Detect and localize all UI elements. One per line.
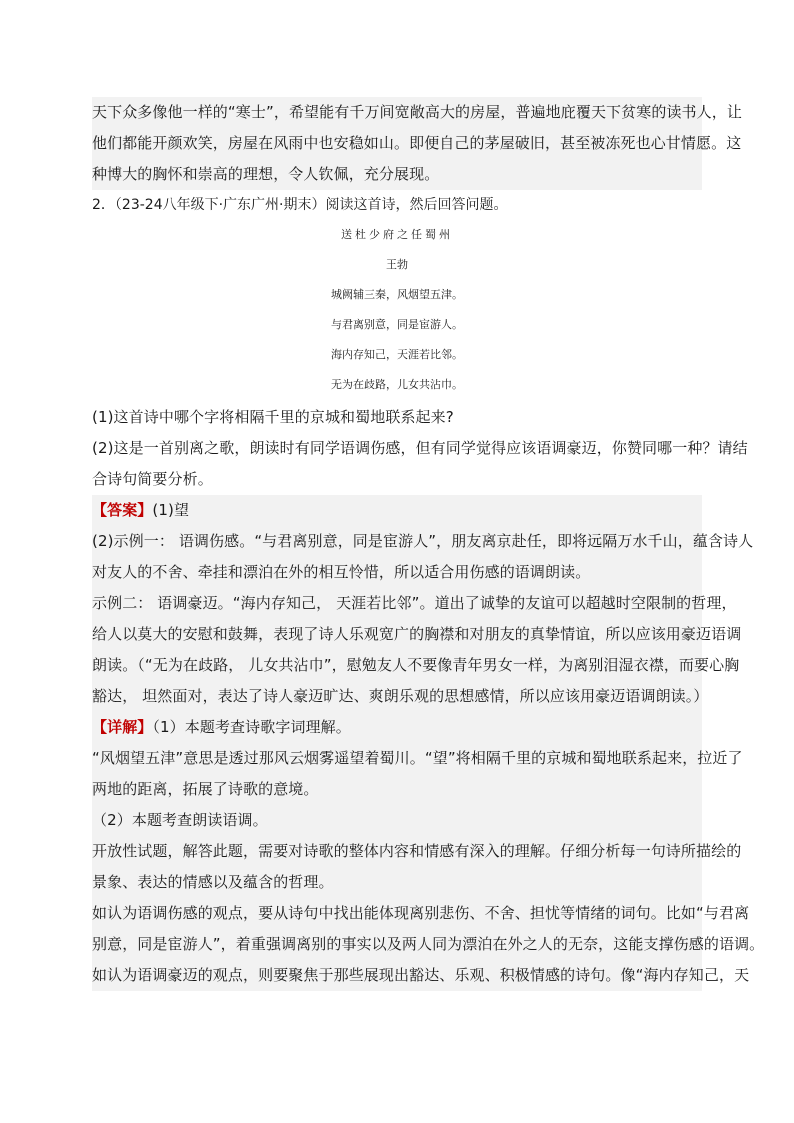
answer-line: 示例二： 语调豪迈。“海内存知己， 天涯若比邻”。道出了诚挚的友谊可以超越时空限制的哲理， [92,594,737,612]
detail-line: “风烟望五津”意思是透过那风云烟雾遥望着蜀川。“望”将相隔千里的京城和蜀地联系起来，拉近了 [92,749,743,767]
detail-line: 开放性试题，解答此题，需要对诗歌的整体内容和情感有深入的理解。仔细分析每一句诗所描绘的 [92,842,742,860]
poem-line: 与君离别意，同是宦游人。 [331,318,463,331]
detail-first-line [92,712,702,743]
text-line: 他们都能开颜欢笑，房屋在风雨中也安稳如山。即便自己的茅屋破旧，甚至被冻死也心甘情愿。这 [92,134,742,152]
detail-line: 如认为语调豪迈的观点，则要聚焦于那些展现出豁达、乐观、积极情感的诗句。像“海内存知己，天 [92,966,750,984]
sub-question: (1)这首诗中哪个字将相隔千里的京城和蜀地联系起来? [92,408,454,426]
poem-line: 海内存知己，天涯若比邻。 [331,348,463,361]
document-page [92,97,765,991]
question-heading [92,190,702,220]
poem-author: 王勃 [386,258,408,271]
detail-line: 别意，同是宦游人”，着重强调离别的事实以及两人同为漂泊在外之人的无奈，这能支撑伤感的语调。 [92,935,765,953]
answer-line: 给人以莫大的安慰和鼓舞，表现了诗人乐观宽广的胸襟和对朋友的真挚情谊，所以应该用豪迈语调 [92,625,742,643]
detail-line: 景象、表达的情感以及蕴含的哲理。 [92,873,334,891]
answer-detail-block [92,495,765,991]
answer-line: 朗读。（“无为在歧路， 儿女共沾巾”，慰勉友人不要像青年男女一样，为离别泪湿衣襟，而要心胸 [92,656,740,674]
answer-line: 豁达， 坦然面对，表达了诗人豪迈旷达、爽朗乐观的思想感情，所以应该用豪迈语调朗读。） [92,687,709,705]
detail-line: 两地的距离，拓展了诗歌的意境。 [92,780,319,798]
poem-title: 送杜少府之任蜀州 [341,228,453,241]
detail-label: 【详解】 [92,718,153,736]
poem [92,220,702,400]
text-line: 种博大的胸怀和崇高的理想，令人钦佩，充分展现。 [92,165,440,183]
answer-line: 对友人的不舍、牵挂和漂泊在外的相互怜惜，所以适合用伤感的语调朗读。 [92,563,591,581]
sub-question: (2)这是一首别离之歌，朗读时有同学语调伤感，但有同学觉得应该语调豪迈，你赞同哪一种？请结 [92,439,748,457]
question-prompt: 阅读这首诗，然后回答问题。 [325,197,508,213]
answer-line: (2)示例一： 语调伤感。“与君离别意，同是宦游人”，朋友离京赴任，即将远隔万水千山，蕴含诗人 [92,532,754,550]
answer-label: 【答案】 [92,501,153,519]
previous-answer-block [92,97,742,190]
poem-line: 城阙辅三秦，风烟望五津。 [331,288,463,301]
sub-question: 合诗句简要分析。 [92,470,213,488]
answer-first-line [92,495,702,526]
text-line: 天下众多像他一样的“寒士”，希望能有千万间宽敞高大的房屋，普遍地庇覆天下贫寒的读书人，让 [92,103,742,121]
question-source: （23-24八年级下·广东广州·期末） [114,197,326,213]
detail-text: （1）本题考查诗歌字词理解。 [152,718,351,736]
detail-line: 如认为语调伤感的观点，要从诗句中找出能体现离别悲伤、不舍、担忧等情绪的词句。比如“与君离 [92,904,750,922]
sub-questions [92,402,748,495]
answer-text: (1)望 [152,501,190,519]
question-number: 2． [92,197,115,213]
poem-line: 无为在歧路，儿女共沾巾。 [331,378,463,391]
detail-line: （2）本题考查朗读语调。 [92,811,268,829]
